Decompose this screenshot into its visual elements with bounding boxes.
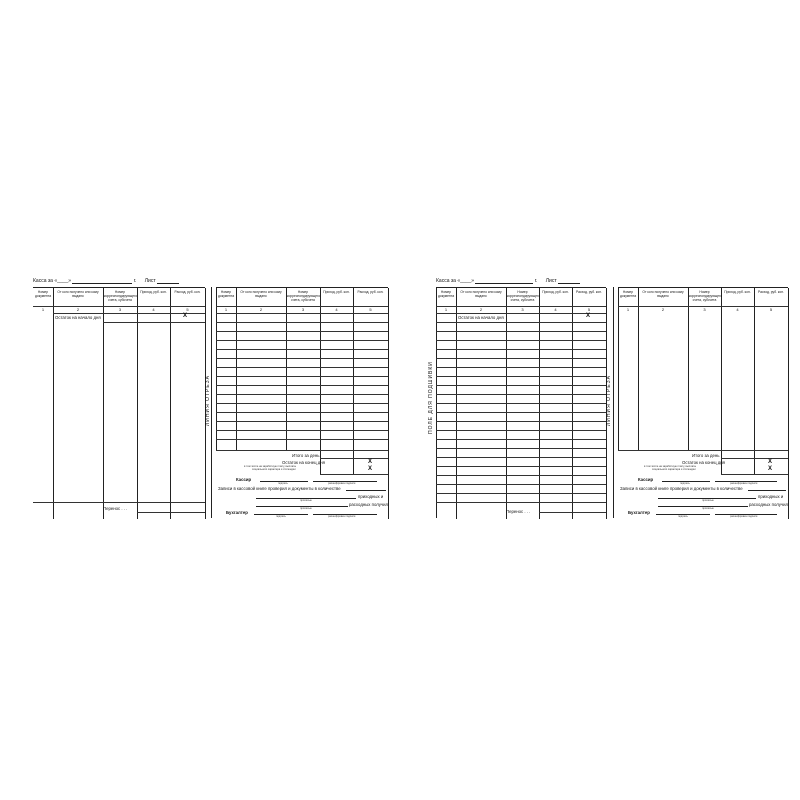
kassa-label: Касса за «____» <box>436 278 475 284</box>
col-num-1: 1 <box>626 307 630 312</box>
col-header-doc-number: Номер документа <box>619 290 637 298</box>
col-header-expense: Расход, руб. коп. <box>758 290 784 294</box>
including-cross: X <box>368 466 373 472</box>
in-words-caption: прописью <box>300 499 312 502</box>
left-spread <box>33 274 388 518</box>
including-salary-label: в том числе на заработную плату, выплаты <box>244 465 297 468</box>
total-day-label: Итого за день <box>692 453 720 458</box>
left-right-sheet <box>216 274 388 518</box>
left-right-ledger-table <box>216 287 388 519</box>
right-spread <box>430 274 788 518</box>
cashier-decode-caption: расшифровка подписи <box>730 482 758 485</box>
opening-balance-label: Остаток на начало дня <box>55 315 101 320</box>
cashier-label: Кассир <box>236 477 252 482</box>
col-num-3: 3 <box>703 307 706 312</box>
col-header-doc-number: Номер документа <box>34 290 52 298</box>
col-num-2: 2 <box>479 307 483 312</box>
right-right-ledger-table <box>618 287 788 519</box>
accountant-signature-caption: подпись <box>678 515 688 518</box>
cashier-decode-caption: расшифровка подписи <box>328 482 356 485</box>
kassa-label: Касса за «____» <box>33 278 72 284</box>
incoming-docs-label: приходных и <box>358 494 384 499</box>
docs-count-line <box>346 485 386 491</box>
col-header-income: Приход, руб. коп. <box>724 290 751 294</box>
accountant-decode-caption: расшифровка подписи <box>328 515 356 518</box>
cashier-signature-caption: подпись <box>278 482 288 485</box>
closing-balance-label: Остаток на конец дня <box>682 460 725 465</box>
col-num-1: 1 <box>444 307 448 312</box>
left-ledger-table <box>33 287 205 519</box>
col-header-expense: Расход, руб. коп. <box>357 290 384 294</box>
col-num-5: 5 <box>369 307 372 312</box>
col-num-4: 4 <box>152 307 155 312</box>
opening-balance-cross: X <box>183 313 188 319</box>
col-header-doc-number: Номер документа <box>437 290 455 298</box>
including-salary-label: в том числе на заработную плату, выплаты <box>644 465 697 468</box>
sheet-label: Лист <box>545 278 557 284</box>
in-words-caption-2: прописью <box>300 507 312 510</box>
outgoing-docs-label: расходных получил <box>349 502 389 507</box>
col-header-from-to: От кого получено или кому выдано <box>642 290 684 298</box>
left-sheet <box>33 274 205 518</box>
col-num-3: 3 <box>521 307 524 312</box>
records-checked-label: Записи в кассовой книге проверил и документы в количестве <box>620 486 743 491</box>
col-header-account: Номер корреспондирующего счета, субсчета <box>287 290 321 302</box>
col-num-5: 5 <box>186 307 189 312</box>
col-header-from-to: От кого получено или кому выдано <box>240 290 282 298</box>
carry-over-label: Перенос . . . <box>103 506 128 511</box>
col-num-4: 4 <box>335 307 338 312</box>
sheet-label: Лист <box>144 278 156 284</box>
including-cross: X <box>768 466 773 472</box>
records-checked-label: Записи в кассовой книге проверил и документы в количестве <box>218 486 341 491</box>
cut-line-label: ЛИНИЯ ОТРЕЗА <box>606 375 612 426</box>
col-header-income: Приход, руб. коп. <box>323 290 350 294</box>
outgoing-docs-label: расходных получил <box>749 502 789 507</box>
col-num-5: 5 <box>587 307 591 312</box>
cash-header <box>436 278 580 284</box>
col-num-2: 2 <box>76 307 80 312</box>
cut-line-label: ЛИНИЯ ОТРЕЗА <box>205 375 211 426</box>
col-num-4: 4 <box>554 307 557 312</box>
col-header-expense: Расход, руб. коп. <box>174 290 201 294</box>
col-header-income: Приход, руб. коп. <box>140 290 167 294</box>
year-suffix: г. <box>534 278 538 284</box>
accountant-label: Бухгалтер <box>628 510 650 515</box>
cashier-signature-caption: подпись <box>680 482 690 485</box>
col-header-from-to: От кого получено или кому выдано <box>460 290 502 298</box>
docs-count-line <box>748 485 786 491</box>
including-social-label: социального характера и стипендии <box>652 468 696 471</box>
col-header-account: Номер корреспондирующего счета, субсчета <box>507 290 541 302</box>
closing-balance-label: Остаток на конец дня <box>282 460 325 465</box>
col-header-from-to: От кого получено или кому выдано <box>57 290 99 298</box>
cashier-label: Кассир <box>638 477 654 482</box>
col-header-expense: Расход, руб. коп. <box>576 290 602 294</box>
col-header-doc-number: Номер документа <box>217 290 235 298</box>
opening-balance-label: Остаток на начало дня <box>458 315 504 320</box>
in-words-caption-2: прописью <box>702 507 714 510</box>
right-left-ledger-table <box>436 287 606 519</box>
col-num-3: 3 <box>118 307 122 312</box>
right-left-sheet <box>436 274 606 518</box>
col-num-1: 1 <box>41 307 45 312</box>
col-num-4: 4 <box>736 307 739 312</box>
accountant-label: Бухгалтер <box>226 510 248 515</box>
accountant-decode-caption: расшифровка подписи <box>730 515 758 518</box>
in-words-caption: прописью <box>702 499 714 502</box>
cash-header <box>33 278 179 284</box>
including-social-label: социального характера и стипендии <box>252 468 296 471</box>
binding-field-label: ПОЛЕ ДЛЯ ПОДШИВКИ <box>428 361 434 434</box>
col-num-2: 2 <box>259 307 263 312</box>
col-num-3: 3 <box>301 307 305 312</box>
col-num-2: 2 <box>661 307 665 312</box>
carry-over-label: Перенос . . . <box>506 509 531 514</box>
col-header-account: Номер корреспондирующего счета, субсчета <box>689 290 723 302</box>
col-num-5: 5 <box>769 307 773 312</box>
col-header-account: Номер корреспондирующего счета, субсчета <box>104 290 138 302</box>
total-day-label: Итого за день <box>292 453 320 458</box>
accountant-signature-caption: подпись <box>276 515 286 518</box>
col-header-income: Приход, руб. коп. <box>542 290 569 294</box>
closing-balance-cross: X <box>768 459 773 465</box>
year-suffix: г. <box>133 278 137 284</box>
incoming-docs-label: приходных и <box>758 494 784 499</box>
right-right-sheet <box>618 274 788 518</box>
closing-balance-cross: X <box>368 459 373 465</box>
col-num-1: 1 <box>224 307 228 312</box>
opening-balance-cross: X <box>586 313 591 319</box>
